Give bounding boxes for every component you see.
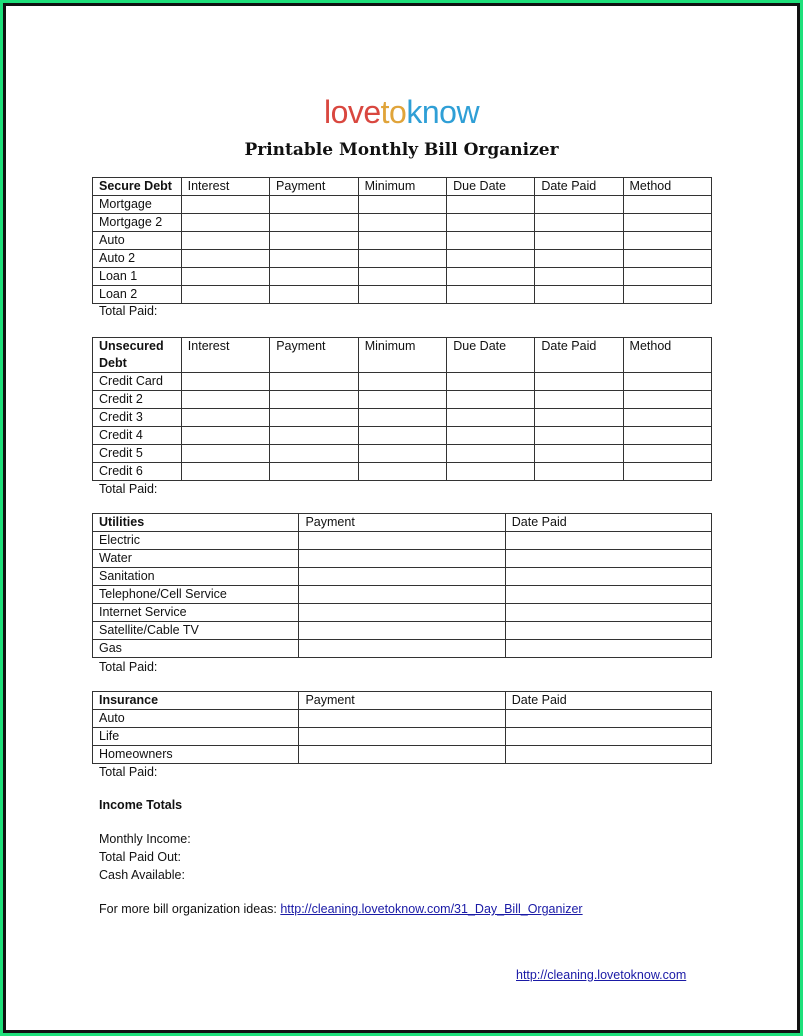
total-paid-out: Total Paid Out: <box>99 850 181 864</box>
entry-cell[interactable] <box>623 232 712 250</box>
column-header: Date Paid <box>535 338 623 373</box>
entry-cell[interactable] <box>447 232 535 250</box>
column-header: Payment <box>270 178 359 196</box>
column-header: Utilities <box>93 514 299 532</box>
entry-cell[interactable] <box>447 445 535 463</box>
row-label: Auto <box>93 232 182 250</box>
entry-cell[interactable] <box>447 214 535 232</box>
table-row <box>93 604 712 622</box>
column-header: Insurance <box>93 692 299 710</box>
entry-cell[interactable] <box>623 409 711 427</box>
entry-cell[interactable] <box>181 196 269 214</box>
row-label: Mortgage 2 <box>93 214 182 232</box>
column-header: Payment <box>299 692 505 710</box>
entry-cell[interactable] <box>181 445 269 463</box>
page-title: Printable Monthly Bill Organizer <box>244 140 559 160</box>
table-row <box>93 445 712 463</box>
entry-cell[interactable] <box>623 445 711 463</box>
entry-cell[interactable] <box>447 196 535 214</box>
entry-cell[interactable] <box>505 568 711 586</box>
entry-cell[interactable] <box>181 463 269 481</box>
unsecured-total: Total Paid: <box>99 482 158 496</box>
table-row <box>93 373 712 391</box>
logo-know: know <box>406 94 480 130</box>
insurance-table <box>92 691 712 764</box>
entry-cell[interactable] <box>181 391 269 409</box>
row-label: Sanitation <box>93 568 299 586</box>
document-page <box>6 6 797 1030</box>
entry-cell[interactable] <box>270 445 359 463</box>
table-row <box>93 391 712 409</box>
column-header: Minimum <box>358 178 447 196</box>
entry-cell[interactable] <box>181 250 269 268</box>
entry-cell[interactable] <box>535 445 623 463</box>
column-header: Due Date <box>447 338 535 373</box>
column-header: Payment <box>299 514 505 532</box>
entry-cell[interactable] <box>299 728 505 746</box>
row-label: Homeowners <box>93 746 299 764</box>
secure-total: Total Paid: <box>99 304 158 318</box>
entry-cell[interactable] <box>535 268 623 286</box>
column-header: Method <box>623 338 711 373</box>
entry-cell[interactable] <box>505 746 711 764</box>
row-label: Life <box>93 728 299 746</box>
entry-cell[interactable] <box>447 268 535 286</box>
table-row <box>93 250 712 268</box>
table-row <box>93 586 712 604</box>
entry-cell[interactable] <box>447 391 535 409</box>
column-header: Interest <box>181 338 269 373</box>
table-row <box>93 286 712 304</box>
entry-cell[interactable] <box>623 373 711 391</box>
logo-love: love <box>323 94 381 130</box>
footer-link[interactable]: http://cleaning.lovetoknow.com <box>516 968 687 982</box>
unsecured-debt-table <box>92 337 712 481</box>
entry-cell[interactable] <box>535 250 623 268</box>
entry-cell[interactable] <box>299 568 505 586</box>
entry-cell[interactable] <box>299 532 505 550</box>
entry-cell[interactable] <box>623 250 712 268</box>
entry-cell[interactable] <box>270 391 359 409</box>
header-row <box>93 514 712 532</box>
entry-cell[interactable] <box>535 214 623 232</box>
entry-cell[interactable] <box>181 409 269 427</box>
entry-cell[interactable] <box>358 232 447 250</box>
row-label: Internet Service <box>93 604 299 622</box>
insurance-total: Total Paid: <box>99 765 158 779</box>
entry-cell[interactable] <box>623 463 711 481</box>
table-row <box>93 568 712 586</box>
entry-cell[interactable] <box>270 286 359 304</box>
utilities-table <box>92 513 712 658</box>
table-row <box>93 268 712 286</box>
header-row <box>93 692 712 710</box>
entry-cell[interactable] <box>270 463 359 481</box>
row-label: Credit Card <box>93 373 182 391</box>
entry-cell[interactable] <box>447 373 535 391</box>
more-ideas <box>99 902 583 916</box>
entry-cell[interactable] <box>299 710 505 728</box>
entry-cell[interactable] <box>358 445 447 463</box>
cash-available: Cash Available: <box>99 868 185 882</box>
entry-cell[interactable] <box>535 232 623 250</box>
table-row <box>93 427 712 445</box>
entry-cell[interactable] <box>299 586 505 604</box>
table-row <box>93 232 712 250</box>
table-row <box>93 532 712 550</box>
table-row <box>93 463 712 481</box>
entry-cell[interactable] <box>299 622 505 640</box>
row-label: Loan 2 <box>93 286 182 304</box>
entry-cell[interactable] <box>623 427 711 445</box>
row-label: Mortgage <box>93 196 182 214</box>
table-row <box>93 196 712 214</box>
entry-cell[interactable] <box>535 463 623 481</box>
row-label: Credit 3 <box>93 409 182 427</box>
entry-cell[interactable] <box>270 214 359 232</box>
column-header: Payment <box>270 338 359 373</box>
entry-cell[interactable] <box>505 728 711 746</box>
entry-cell[interactable] <box>535 409 623 427</box>
row-label: Electric <box>93 532 299 550</box>
entry-cell[interactable] <box>358 463 447 481</box>
entry-cell[interactable] <box>299 640 505 658</box>
income-heading: Income Totals <box>99 798 183 812</box>
column-header: Method <box>623 178 712 196</box>
table-row <box>93 622 712 640</box>
row-label: Credit 6 <box>93 463 182 481</box>
entry-cell[interactable] <box>270 232 359 250</box>
logo-to: to <box>380 94 407 130</box>
entry-cell[interactable] <box>358 196 447 214</box>
entry-cell[interactable] <box>447 427 535 445</box>
entry-cell[interactable] <box>358 250 447 268</box>
entry-cell[interactable] <box>358 409 447 427</box>
entry-cell[interactable] <box>447 463 535 481</box>
table-row <box>93 728 712 746</box>
entry-cell[interactable] <box>181 268 269 286</box>
column-header: Unsecured Debt <box>93 338 182 373</box>
table-row <box>93 640 712 658</box>
entry-cell[interactable] <box>623 391 711 409</box>
column-header: Secure Debt <box>93 178 182 196</box>
entry-cell[interactable] <box>181 373 269 391</box>
secure-debt-table <box>92 177 712 304</box>
entry-cell[interactable] <box>505 640 711 658</box>
entry-cell[interactable] <box>181 286 269 304</box>
entry-cell[interactable] <box>270 268 359 286</box>
entry-cell[interactable] <box>447 250 535 268</box>
table-row <box>93 214 712 232</box>
entry-cell[interactable] <box>505 550 711 568</box>
row-label: Water <box>93 550 299 568</box>
entry-cell[interactable] <box>505 586 711 604</box>
entry-cell[interactable] <box>447 409 535 427</box>
entry-cell[interactable] <box>270 409 359 427</box>
entry-cell[interactable] <box>505 532 711 550</box>
column-header: Date Paid <box>505 692 711 710</box>
entry-cell[interactable] <box>299 550 505 568</box>
table-row <box>93 409 712 427</box>
table-row <box>93 710 712 728</box>
utilities-total: Total Paid: <box>99 660 158 674</box>
table-row <box>93 746 712 764</box>
entry-cell[interactable] <box>270 373 359 391</box>
row-label: Satellite/Cable TV <box>93 622 299 640</box>
more-ideas-text: For more bill organization ideas: <box>99 902 281 916</box>
entry-cell[interactable] <box>358 214 447 232</box>
entry-cell[interactable] <box>535 427 623 445</box>
row-label: Credit 4 <box>93 427 182 445</box>
row-label: Credit 5 <box>93 445 182 463</box>
row-label: Auto <box>93 710 299 728</box>
entry-cell[interactable] <box>535 391 623 409</box>
entry-cell[interactable] <box>447 286 535 304</box>
entry-cell[interactable] <box>505 604 711 622</box>
row-label: Auto 2 <box>93 250 182 268</box>
column-header: Minimum <box>358 338 447 373</box>
entry-cell[interactable] <box>623 268 712 286</box>
entry-cell[interactable] <box>623 286 712 304</box>
entry-cell[interactable] <box>299 604 505 622</box>
entry-cell[interactable] <box>358 427 447 445</box>
entry-cell[interactable] <box>505 622 711 640</box>
column-header: Date Paid <box>505 514 711 532</box>
column-header: Interest <box>181 178 269 196</box>
entry-cell[interactable] <box>623 214 712 232</box>
header-row <box>93 338 712 373</box>
entry-cell[interactable] <box>270 427 359 445</box>
row-label: Telephone/Cell Service <box>93 586 299 604</box>
entry-cell[interactable] <box>535 196 623 214</box>
bill-organizer-link[interactable]: http://cleaning.lovetoknow.com/31_Day_Bill_Organizer <box>280 902 583 916</box>
entry-cell[interactable] <box>299 746 505 764</box>
entry-cell[interactable] <box>505 710 711 728</box>
entry-cell[interactable] <box>270 250 359 268</box>
entry-cell[interactable] <box>535 286 623 304</box>
entry-cell[interactable] <box>181 232 269 250</box>
entry-cell[interactable] <box>270 196 359 214</box>
footer <box>516 968 686 982</box>
table-row <box>93 550 712 568</box>
row-label: Gas <box>93 640 299 658</box>
header-row <box>93 178 712 196</box>
entry-cell[interactable] <box>358 268 447 286</box>
entry-cell[interactable] <box>535 373 623 391</box>
logo <box>6 94 797 131</box>
column-header: Due Date <box>447 178 535 196</box>
entry-cell[interactable] <box>358 391 447 409</box>
entry-cell[interactable] <box>623 196 712 214</box>
column-header: Date Paid <box>535 178 623 196</box>
entry-cell[interactable] <box>181 427 269 445</box>
entry-cell[interactable] <box>181 214 269 232</box>
entry-cell[interactable] <box>358 286 447 304</box>
monthly-income: Monthly Income: <box>99 832 191 846</box>
entry-cell[interactable] <box>358 373 447 391</box>
row-label: Credit 2 <box>93 391 182 409</box>
row-label: Loan 1 <box>93 268 182 286</box>
